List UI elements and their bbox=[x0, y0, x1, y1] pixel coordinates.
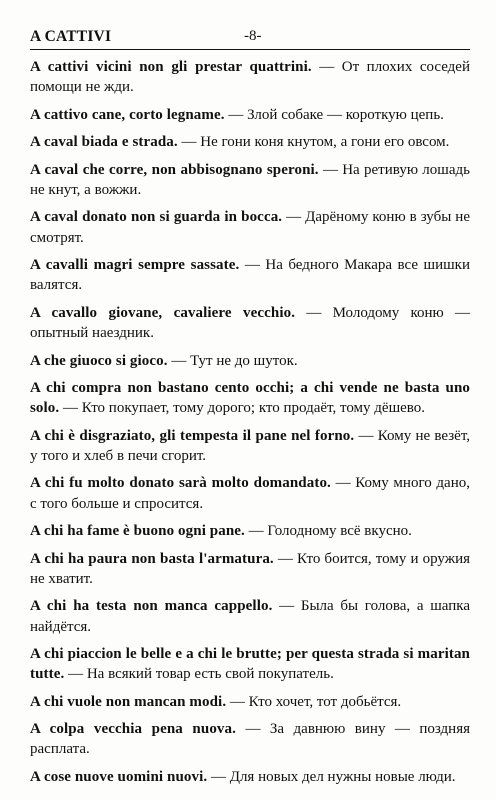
italian-proverb: A chi è disgraziato, gli tempesta il pane nel forno. bbox=[30, 427, 355, 444]
russian-equivalent: — Молодому коню — опытный наездник. bbox=[30, 304, 470, 342]
russian-equivalent: — Не гони коня кнутом, а гони его овсом. bbox=[177, 134, 450, 151]
russian-equivalent: — На бедного Макара все шишки валятся. bbox=[30, 257, 470, 294]
proverb-entry bbox=[30, 644, 470, 684]
italian-proverb: A chi ha paura non basta l'armatura. bbox=[30, 550, 274, 567]
proverb-entry bbox=[30, 549, 470, 589]
italian-proverb: A chi piaccion le belle e a chi le brutte; per questa strada si maritan tutte. bbox=[30, 646, 470, 683]
italian-proverb: A cose nuove uomini nuovi. bbox=[30, 768, 208, 785]
italian-proverb: A cavallo giovane, cavaliere vecchio. bbox=[30, 304, 296, 321]
italian-proverb: A colpa vecchia pena nuova. bbox=[30, 721, 236, 738]
header-rule bbox=[30, 49, 470, 50]
italian-proverb: A cattivi vicini non gli prestar quattrini. bbox=[30, 59, 312, 75]
italian-proverb: A cattivo cane, corto legname. bbox=[30, 106, 225, 123]
italian-proverb: A chi ha fame è buono ogni pane. bbox=[30, 523, 245, 540]
proverb-entry bbox=[30, 132, 470, 152]
russian-equivalent: — Кто боится, тому и оружия не хватит. bbox=[30, 550, 470, 587]
russian-equivalent: — От плохих соседей помощи не жди. bbox=[30, 59, 470, 96]
russian-equivalent: — Голодному всё вкусно. bbox=[244, 523, 412, 540]
proverb-entry bbox=[30, 521, 470, 541]
russian-equivalent: — На всякий товар есть свой покупатель. bbox=[64, 666, 334, 683]
italian-proverb: A cavalli magri sempre sassate. bbox=[30, 257, 240, 274]
proverb-entry bbox=[30, 473, 470, 513]
page-number: -8- bbox=[244, 28, 262, 44]
russian-equivalent: — Тут не до шуток. bbox=[167, 352, 298, 369]
proverb-entry bbox=[30, 57, 470, 97]
italian-proverb: A chi compra non bastano cento occhi; a chi vende ne basta uno solo. bbox=[30, 380, 470, 417]
russian-equivalent: — Была бы голова, а шапка найдётся. bbox=[30, 598, 470, 635]
russian-equivalent: — Злой собаке — короткую цепь. bbox=[224, 106, 444, 123]
russian-equivalent: — Кому много дано, с того больше и спросится. bbox=[30, 475, 470, 512]
proverb-entry bbox=[30, 105, 470, 125]
proverb-entry bbox=[30, 255, 470, 295]
proverb-list bbox=[30, 57, 470, 794]
russian-equivalent: — За давнюю вину — поздняя расплата. bbox=[30, 721, 471, 758]
proverb-entry bbox=[30, 160, 470, 200]
russian-equivalent: — Кто хочет, тот добьётся. bbox=[226, 693, 402, 710]
russian-equivalent: — Кому не везёт, у того и хлеб в печи сгорит. bbox=[30, 427, 470, 464]
header-title: A CATTIVI bbox=[30, 28, 112, 45]
proverb-entry bbox=[30, 378, 470, 418]
proverb-entry bbox=[30, 426, 470, 466]
proverb-entry bbox=[30, 303, 470, 343]
italian-proverb: A caval donato non si guarda in bocca. bbox=[30, 209, 283, 226]
italian-proverb: A chi vuole non mancan modi. bbox=[30, 693, 227, 710]
proverb-entry bbox=[30, 207, 470, 247]
russian-equivalent: — Кто покупает, тому дорого; кто продаёт, тому дёшево. bbox=[59, 400, 426, 417]
italian-proverb: A caval biada e strada. bbox=[30, 134, 178, 151]
proverb-entry bbox=[30, 719, 470, 759]
proverb-entry bbox=[30, 596, 470, 636]
proverb-entry bbox=[30, 767, 470, 787]
italian-proverb: A chi ha testa non manca cappello. bbox=[30, 598, 273, 615]
italian-proverb: A caval che corre, non abbisognano speroni. bbox=[30, 161, 319, 178]
italian-proverb: A che giuoco si gioco. bbox=[30, 352, 168, 369]
italian-proverb: A chi fu molto donato sarà molto domandato. bbox=[30, 475, 331, 492]
russian-equivalent: — Для новых дел нужны новые люди. bbox=[207, 768, 456, 785]
running-header bbox=[30, 28, 470, 50]
russian-equivalent: — Дарёному коню в зубы не смотрят. bbox=[30, 209, 470, 246]
proverb-entry bbox=[30, 351, 470, 371]
proverb-entry bbox=[30, 692, 470, 712]
russian-equivalent: — На ретивую лошадь не кнут, а вожжи. bbox=[30, 161, 470, 198]
